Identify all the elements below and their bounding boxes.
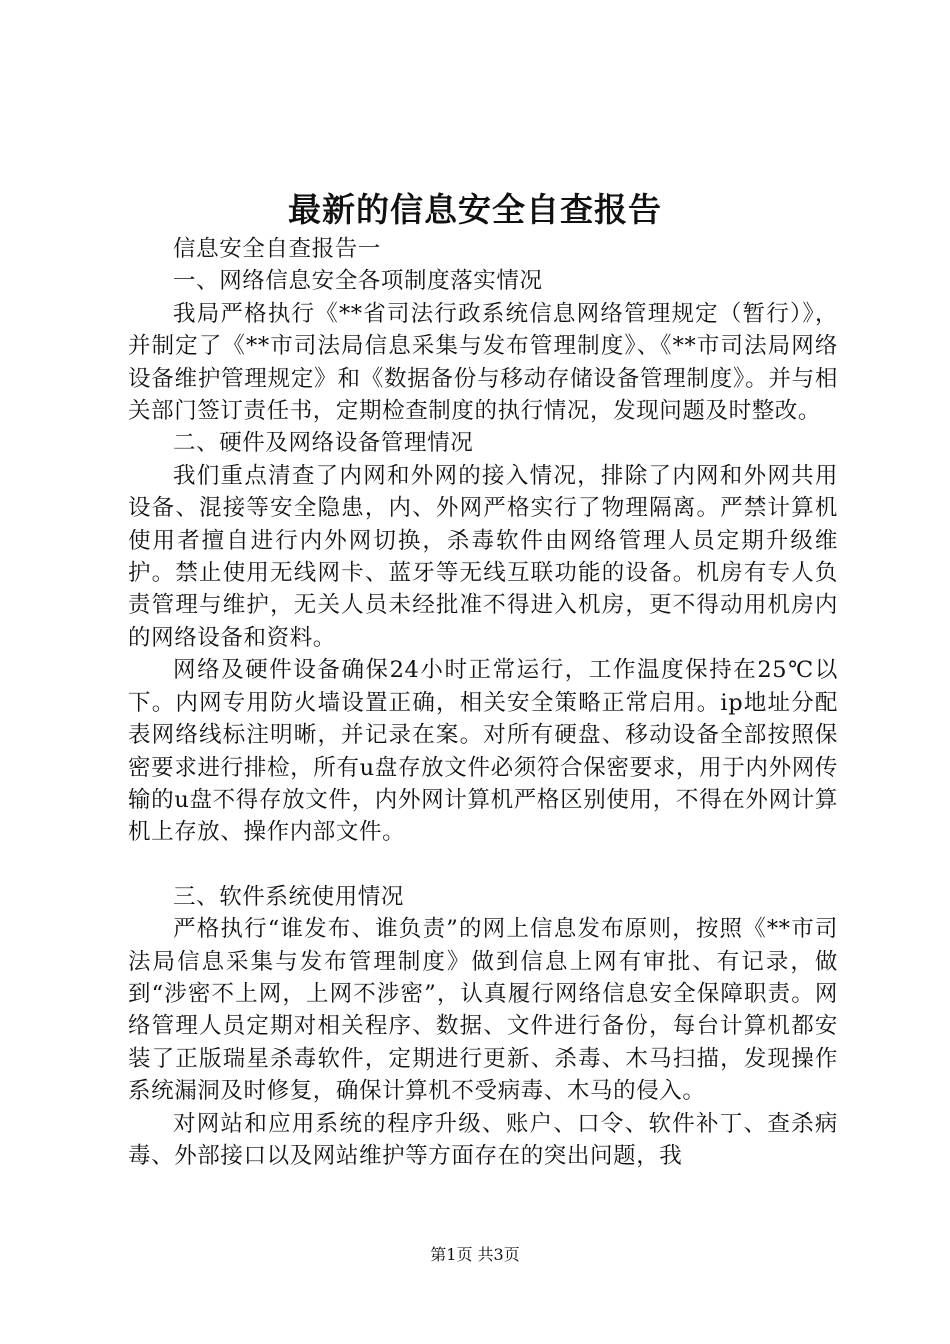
body-paragraph: 严格执行“谁发布、谁负责”的网上信息发布原则，按照《**市司法局信息采集与发布管理制度》做到信息上网有审批、有记录，做到“涉密不上网，上网不涉密”，认真履行网络信息安全保障职责。网络管理人员定期对相关程序、数据、文件进行备份，每台计算机都安装了正版瑞星杀毒软件，定期进行更新、杀毒、木马扫描，发现操作系统漏洞及时修复，确保计算机不受病毒、木马的侵入。: [128, 916, 838, 1105]
body-paragraph: 对网站和应用系统的程序升级、账户、口令、软件补丁、查杀病毒、外部接口以及网站维护等方面存在的突出问题，我: [128, 1110, 838, 1169]
subsection-heading: 二、硬件及网络设备管理情况: [173, 430, 474, 457]
body-paragraph: 网络及硬件设备确保24小时正常运行，工作温度保持在25℃以下。内网专用防火墙设置正确，相关安全策略正常启用。ip地址分配表网络线标注明晰，并记录在案。对所有硬盘、移动设备全部按照保密要求进行排检，所有u盘存放文件必须符合保密要求，用于内外网传输的u盘不得存放文件，内外网计算机严格区别使用，不得在外网计算机上存放、操作内部文件。: [128, 657, 838, 846]
page-footer: 第1页 共3页: [430, 1245, 520, 1264]
subsection-heading: 三、软件系统使用情况: [173, 883, 405, 910]
body-paragraph: 我们重点清查了内网和外网的接入情况，排除了内网和外网共用设备、混接等安全隐患，内、外网严格实行了物理隔离。严禁计算机使用者擅自进行内外网切换，杀毒软件由网络管理人员定期升级维护。禁止使用无线网卡、蓝牙等无线互联功能的设备。机房有专人负责管理与维护，无关人员未经批准不得进入机房，更不得动用机房内的网络设备和资料。: [128, 462, 838, 651]
subsection-heading: 一、网络信息安全各项制度落实情况: [173, 268, 543, 295]
document-title: 最新的信息安全自查报告: [288, 190, 662, 229]
document-body: [128, 233, 838, 1172]
body-paragraph: 我局严格执行《**省司法行政系统信息网络管理规定（暂行）》，并制定了《**市司法局信息采集与发布管理制度》、《**市司法局网络设备维护管理规定》和《数据备份与移动存储设备管理制度》。并与相关部门签订责任书，定期检查制度的执行情况，发现问题及时整改。: [128, 300, 838, 425]
section-heading: 信息安全自查报告一: [173, 236, 381, 262]
